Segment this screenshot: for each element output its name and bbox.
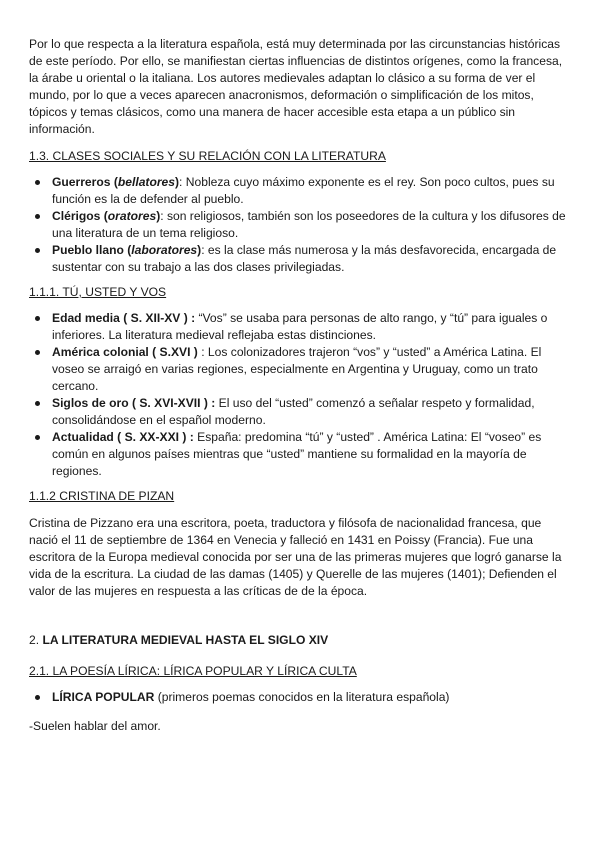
desc-lirica-popular: (primeros poemas conocidos en la literatura española) — [154, 690, 450, 704]
bullet-icon — [35, 316, 40, 321]
heading-tu-usted-vos: 1.1.1. TÚ, USTED Y VOS — [29, 285, 167, 299]
desc-clerigos: : son religiosos, también son los poseedores de la cultura y los difusores de una literatura de un tema religioso. — [52, 209, 566, 240]
desc-pueblo-llano: : es la clase más numerosa y la más desfavorecida, encargada de sustentar con su trabajo a las dos clases privilegiadas. — [52, 243, 557, 274]
bullet-icon — [35, 401, 40, 406]
list-tu-usted-vos — [29, 310, 571, 480]
desc-america-colonial: : Los colonizadores trajeron “vos” y “usted” a América Latina. El voseo se arraigó en varias regiones, especialmente en Argentina y Uruguay, como un trato cercano. — [52, 345, 542, 393]
heading-literatura-medieval — [29, 632, 571, 649]
bullet-icon — [35, 180, 40, 185]
term-america-colonial: América colonial ( S.XVI ) — [52, 345, 202, 359]
section-title: LA LITERATURA MEDIEVAL HASTA EL SIGLO XIV — [42, 633, 329, 647]
list-item — [52, 429, 571, 480]
heading-poesia-lirica: 2.1. LA POESÍA LÍRICA: LÍRICA POPULAR Y LÍRICA CULTA — [29, 664, 357, 678]
list-poesia-lirica — [29, 689, 571, 706]
list-item — [52, 208, 571, 242]
desc-guerreros: : Nobleza cuyo máximo exponente es el rey. Son poco cultos, pues su función es la de defender al pueblo. — [52, 175, 555, 206]
term-actualidad: Actualidad ( S. XX-XXI ) : — [52, 430, 194, 444]
desc-siglos-de-oro: El uso del “usted” comenzó a señalar respeto y formalidad, consolidándose en el español moderno. — [52, 396, 535, 427]
bullet-icon — [35, 350, 40, 355]
bullet-icon — [35, 248, 40, 253]
cristina-paragraph: Cristina de Pizzano era una escritora, poeta, traductora y filósofa de nacionalidad francesa, que nació el 11 de septiembre de 1364 en Venecia y falleció en 1431 en Poissy (Francia). Fue una escritora de la Europa medieval conocida por ser una de las primeras mujeres que logró ganarse la vida de la escritura. La ciudad de las damas (1405) y Querelle de las mujeres (1401); Defienden el valor de las mujeres en respuesta a las críticas de de la época. — [29, 516, 562, 598]
term-lirica-popular: LÍRICA POPULAR — [52, 690, 155, 704]
list-clases-sociales — [29, 174, 571, 276]
desc-edad-media: “Vos” se usaba para personas de alto rango, y “tú” para iguales o inferiores. La literatura medieval reflejaba estas distinciones. — [52, 311, 548, 342]
term-clerigos: Clérigos (oratores) — [52, 209, 161, 223]
list-item — [52, 689, 571, 706]
bullet-icon — [35, 214, 40, 219]
list-item — [52, 174, 571, 208]
bullet-icon — [35, 435, 40, 440]
heading-cristina-de-pizan: 1.1.2 CRISTINA DE PIZAN — [29, 489, 175, 503]
list-item — [52, 310, 571, 344]
list-item — [52, 395, 571, 429]
term-siglos-de-oro: Siglos de oro ( S. XVI-XVII ) : — [52, 396, 216, 410]
section-number: 2. — [29, 633, 43, 647]
bullet-icon — [35, 695, 40, 700]
list-item — [52, 344, 571, 395]
list-item — [52, 242, 571, 276]
desc-actualidad: España: predomina “tú” y “usted” . América Latina: El “voseo” es común en algunos países mientras que “usted” mantiene su formalidad en la mayoría de regiones. — [52, 430, 542, 478]
term-edad-media: Edad media ( S. XII-XV ) : — [52, 311, 196, 325]
term-guerreros: Guerreros (bellatores) — [52, 175, 180, 189]
heading-clases-sociales: 1.3. CLASES SOCIALES Y SU RELACIÓN CON LA LITERATURA — [29, 149, 386, 163]
term-pueblo-llano: Pueblo llano (laboratores) — [52, 243, 202, 257]
closing-line: -Suelen hablar del amor. — [29, 719, 161, 733]
intro-paragraph: Por lo que respecta a la literatura española, está muy determinada por las circunstancias históricas de este período. Por ello, se manifiestan ciertas influencias de distintos orígenes, como la francesa, la árabe u oriental o la italiana. Los autores medievales adaptan lo clásico a su forma de ver el mundo, por lo que a veces aparecen anacronismos, deformación o simplificación de los mitos, tópicos y temas clásicos, como una manera de hacer accesible esta etapa a un público sin información. — [29, 37, 563, 136]
